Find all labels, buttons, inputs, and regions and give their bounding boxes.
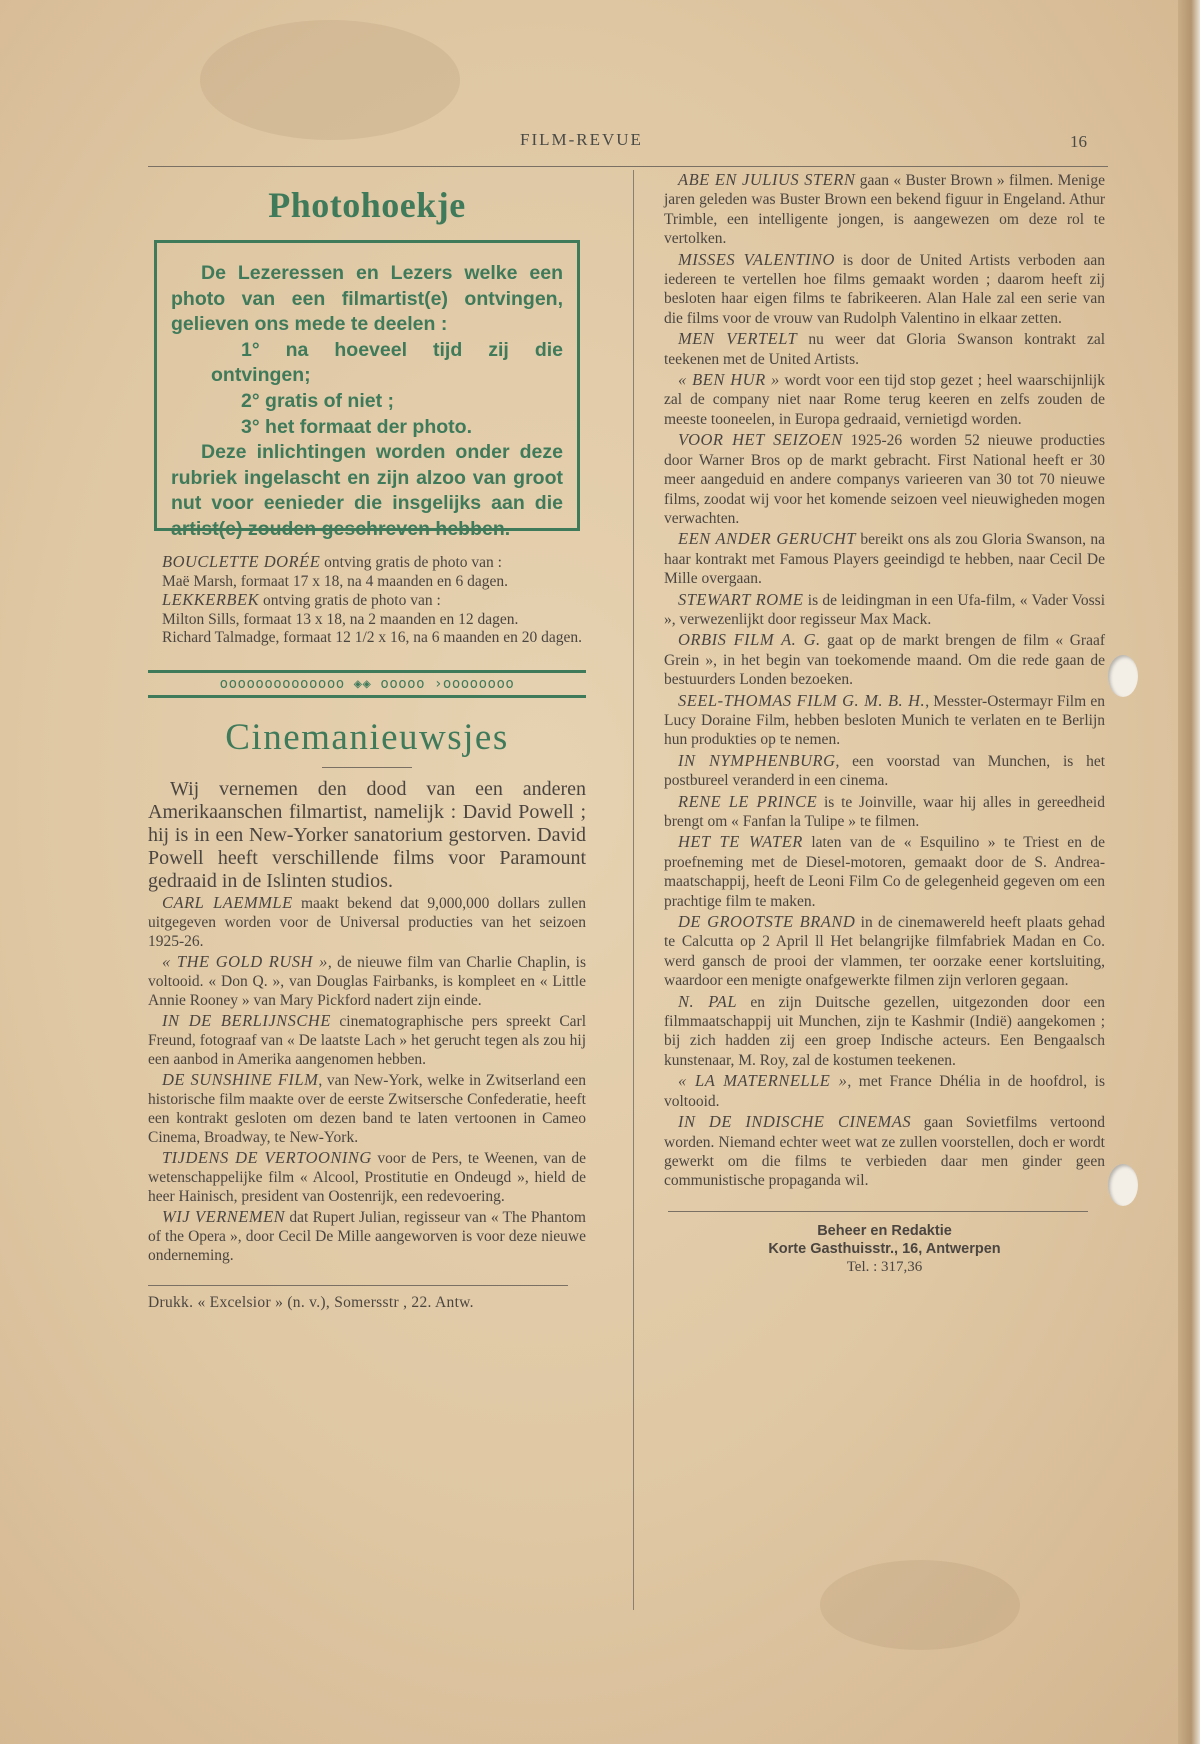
news-item <box>664 751 1105 791</box>
news-item <box>664 370 1105 429</box>
news-item-title: CARL LAEMMLE <box>162 892 293 912</box>
page-edge <box>1178 0 1200 1744</box>
news-item <box>664 1071 1105 1111</box>
news-item-text: gaat op de markt brengen de film « Graaf Grein », in het begin van toekomende maand. Om die rede gaan de bestuurders Londen bezoeken. <box>664 632 1105 689</box>
column-divider <box>633 170 634 1610</box>
lead-paragraph: Wij vernemen den dood van een anderen Amerikaanschen filmartist, namelijk : David Powell ; hij is in een New-Yorker sanatorium gestorven. David Powell heeft verschillende films voor Paramount gedraaid in de Islinten studios. <box>148 777 586 892</box>
footer-rule <box>148 1285 568 1286</box>
news-item-text: , van New-York, welke in Zwitserland een historische film maakte over de eerste Zwitsersche Confederatie, heeft een kontrakt gesloten om dezen band te laten vertoonen in Cameo Cinema, Broadway, te New-York. <box>148 1071 586 1146</box>
title-rule <box>322 767 412 768</box>
news-item-title: DE GROOTSTE BRAND <box>678 912 856 932</box>
photohoekje-intro: De Lezeressen en Lezers welke een photo van een filmartist(e) ontvingen, gelieven ons mede te deelen : <box>171 262 563 336</box>
winner-text: ontving gratis de photo van : <box>320 554 502 571</box>
news-item-text: nu weer dat Gloria Swanson kontrakt zal teekenen met de United Artists. <box>664 331 1106 368</box>
news-item <box>664 630 1105 689</box>
news-item <box>664 329 1105 369</box>
news-item-text: laten van de « Esquilino » te Triest en de proefneming met de Diesel-motoren, gemaakt door de S. Andrea-maatschappij, heeft de Leoni Film Co de gelegenheid gegeven om een prachtige film te maken. <box>664 834 1105 910</box>
news-right <box>664 170 1105 1191</box>
news-item-title: MISSES VALENTINO <box>678 249 835 269</box>
news-item-title: ABE EN JULIUS STERN <box>678 170 856 189</box>
stain <box>820 1560 1020 1650</box>
news-item-title: MEN VERTELT <box>678 329 798 349</box>
news-item-text: is de leidingman in een Ufa-film, « Vader Vossi », verwezenlijkt door regisseur Max Mack. <box>664 591 1105 628</box>
news-item-text: wordt voor een tijd stop gezet ; heel waarschijnlijk zal de company niet naar Rome terug keeren en zelfs zouden de meeste tooneelen, in Europa gedraaid, vernietigd worden. <box>664 372 1105 428</box>
left-column <box>148 172 586 1312</box>
news-item <box>664 992 1105 1071</box>
news-item <box>148 1011 586 1069</box>
header-rule <box>148 166 1108 167</box>
news-item <box>664 250 1105 329</box>
news-item-title: IN DE INDISCHE CINEMAS <box>678 1112 912 1132</box>
winner-entry <box>148 629 586 648</box>
news-item-text: gaan Sovietfilms vertoond worden. Niemand echter weet wat ze zullen voorstellen, doch er wordt gewerkt om die films te verbieden daar men ginder geen communistische propaganda wil. <box>664 1114 1105 1190</box>
colophon-phone: Tel. : 317,36 <box>846 1258 923 1275</box>
news-item-title: IN NYMPHENBURG <box>678 750 836 770</box>
colophon-line: Beheer en Redaktie <box>817 1222 952 1239</box>
news-item-text: voor de Pers, te Weenen, van de wetenschappelijke film « Alcool, Prostitutie en Ondeugd », hield de heer Hainisch, president van Oostenrijk, een redevoering. <box>148 1149 586 1205</box>
photohoekje-item: 2° gratis of niet ; <box>241 389 394 412</box>
news-item-title: RENE LE PRINCE <box>678 791 818 811</box>
photohoekje-box <box>154 240 580 540</box>
colophon-address: Korte Gasthuisstr., 16, Antwerpen <box>768 1240 1001 1257</box>
news-left <box>148 893 586 1265</box>
news-item-text: , een voorstad van Munchen, is het postbureel veranderd in een cinema. <box>664 752 1105 790</box>
news-item-text: in de cinemawereld heeft plaats gehad te Calcutta op 2 April ll Het belangrijke filmfabriek Madan en Co. werd gansch de prooi der vlammen, ter oorzake eener kortsluiting, waardoor een menigte onafgewerkte filmen zijn verloren gegaan. <box>664 914 1105 990</box>
news-item <box>664 691 1105 750</box>
news-item <box>664 832 1105 911</box>
colophon <box>664 1222 1105 1276</box>
news-item <box>664 792 1105 832</box>
news-item-text: , Messter-Ostermayr Film en Lucy Doraine Film, hebben besloten Munich te verlaten en te Berlijn hun produkties op te nemen. <box>664 692 1106 749</box>
news-item-title: SEEL-THOMAS FILM G. M. B. H. <box>678 690 926 710</box>
news-item-title: IN DE BERLIJNSCHE <box>162 1010 331 1030</box>
winner-name: BOUCLETTE DORÉE <box>162 552 321 571</box>
winner-entry <box>148 611 586 630</box>
winner-text: ontving gratis de photo van : <box>259 592 441 609</box>
news-item-text: , de nieuwe film van Charlie Chaplin, is voltooid. « Don Q. », van Douglas Fairbanks, is kompleet en « Little Annie Rooney » van Mary Pickford nadert zijn einde. <box>148 953 586 1009</box>
magazine-title: FILM-REVUE <box>520 130 643 149</box>
news-item <box>148 1148 586 1206</box>
winner-entry <box>148 591 586 611</box>
news-item <box>148 1070 586 1147</box>
colophon-rule <box>668 1211 1088 1212</box>
winner-text: Maë Marsh, formaat 17 x 18, na 4 maanden en 6 dagen. <box>162 572 509 590</box>
news-item-title: DE SUNSHINE FILM <box>162 1069 319 1089</box>
news-item <box>664 170 1105 249</box>
stain <box>200 20 460 140</box>
news-item <box>148 952 586 1010</box>
news-item <box>148 893 586 951</box>
news-item <box>664 1112 1105 1191</box>
news-item <box>148 1207 586 1265</box>
news-item <box>664 529 1105 588</box>
news-item-text: cinematographische pers spreekt Carl Freund, fotograaf van « De laatste Lach » het gerucht tegen als zou hij een aanbod in Amerika aangenomen hebben. <box>148 1012 587 1068</box>
photohoekje-title: Photohoekje <box>268 185 466 225</box>
photohoekje-item: 1° na hoeveel tijd zij die ontvingen; <box>211 338 563 387</box>
news-item-text: en zijn Duitsche gezellen, uitgezonden door een filmmaatschappij uit Munchen, zijn te Kashmir (Indië) aangekomen ; bij zich hadden zij een groep Indische acteurs. Een Bengaalsch kunstenaar, M. Roy, zal de kostumen teekenen. <box>664 993 1105 1069</box>
news-item-text: 1925-26 worden 52 nieuwe producties door Warner Bros op de markt gebracht. First National heeft er 30 meer aangeduid en andere companys varieeren van 30 tot 70 nieuwe films, zoodat wij voor het komende seizoen veel nieuwigheden mogen verwachten. <box>664 432 1105 527</box>
page-number: 16 <box>1070 132 1087 151</box>
news-item-title: « BEN HUR » <box>678 370 780 390</box>
punch-hole <box>1108 655 1138 697</box>
winner-entry <box>148 573 586 592</box>
photohoekje-outro: Deze inlichtingen worden onder deze rubriek ingelascht en zijn alzoo van groot nut voor eenieder die insgelijks aan die artist(e) zouden geschreven hebben. <box>171 441 563 540</box>
news-item-text: , met France Dhélia in de hoofdrol, is voltooid. <box>664 1073 1105 1110</box>
news-item <box>664 430 1105 528</box>
winners-list <box>148 553 586 648</box>
news-item-title: « LA MATERNELLE » <box>678 1071 848 1091</box>
news-item-text: is door de United Artists verboden aan iedereen te vertellen hoe films gemaakt worden ; daarom heeft zij besloten haar eigen films te fabrikeeren. Alan Hale zal een serie van die films voor de vrouw van Rudolph Valentino in elkaar zetten. <box>664 251 1105 327</box>
news-item-title: TIJDENS DE VERTOONING <box>162 1147 372 1167</box>
ornament-divider: oooooooooooooo ◈◈ ooooo ›oooooooo <box>148 670 586 698</box>
news-item <box>664 912 1105 991</box>
right-column <box>664 170 1105 1276</box>
news-item-title: EEN ANDER GERUCHT <box>678 529 856 549</box>
winner-text: Milton Sills, formaat 13 x 18, na 2 maanden en 12 dagen. <box>162 610 519 628</box>
news-item-text: gaan « Buster Brown » filmen. Menige jaren geleden was Buster Brown een bekend figuur in Engeland. Athur Trimble, een intelligente jongen, is aangewezen om deze rol te vertolken. <box>664 172 1105 248</box>
news-item-title: HET TE WATER <box>678 832 803 852</box>
winner-text: Richard Talmadge, formaat 12 1/2 x 16, na 6 maanden en 20 dagen. <box>162 629 583 646</box>
cinemanieuwsjes-title: Cinemanieuwsjes <box>225 716 509 758</box>
news-item-title: ORBIS FILM A. G. <box>678 630 821 650</box>
news-item-text: dat Rupert Julian, regisseur van « The Phantom of the Opera », door Cecil De Mille aangeworven is voor deze nieuwe onderneming. <box>148 1208 586 1264</box>
punch-hole <box>1108 1164 1138 1206</box>
news-item-title: « THE GOLD RUSH » <box>162 951 328 971</box>
news-item-title: VOOR HET SEIZOEN <box>678 430 843 450</box>
news-item <box>664 590 1105 630</box>
news-item-title: STEWART ROME <box>678 589 804 609</box>
photohoekje-item: 3° het formaat der photo. <box>241 415 472 438</box>
winner-entry <box>148 553 586 573</box>
printer-credit: Drukk. « Excelsior » (n. v.), Somersstr , 22. Antw. <box>148 1293 474 1311</box>
news-item-title: WIJ VERNEMEN <box>162 1206 286 1226</box>
news-item-text: is te Joinville, waar hij alles in gereedheid brengt om « Fanfan la Tulipe » te filmen. <box>664 793 1105 830</box>
news-item-text: bereikt ons als zou Gloria Swanson, na haar kontrakt met Famous Players geeindigd te hebben, naar Cecil De Mille overgaan. <box>664 531 1105 588</box>
winner-name: LEKKERBEK <box>162 590 260 609</box>
news-item-text: maakt bekend dat 9,000,000 dollars zullen uitgegeven worden voor de Universal producties van het seizoen 1925-26. <box>148 894 586 950</box>
news-item-title: N. PAL <box>678 991 737 1011</box>
